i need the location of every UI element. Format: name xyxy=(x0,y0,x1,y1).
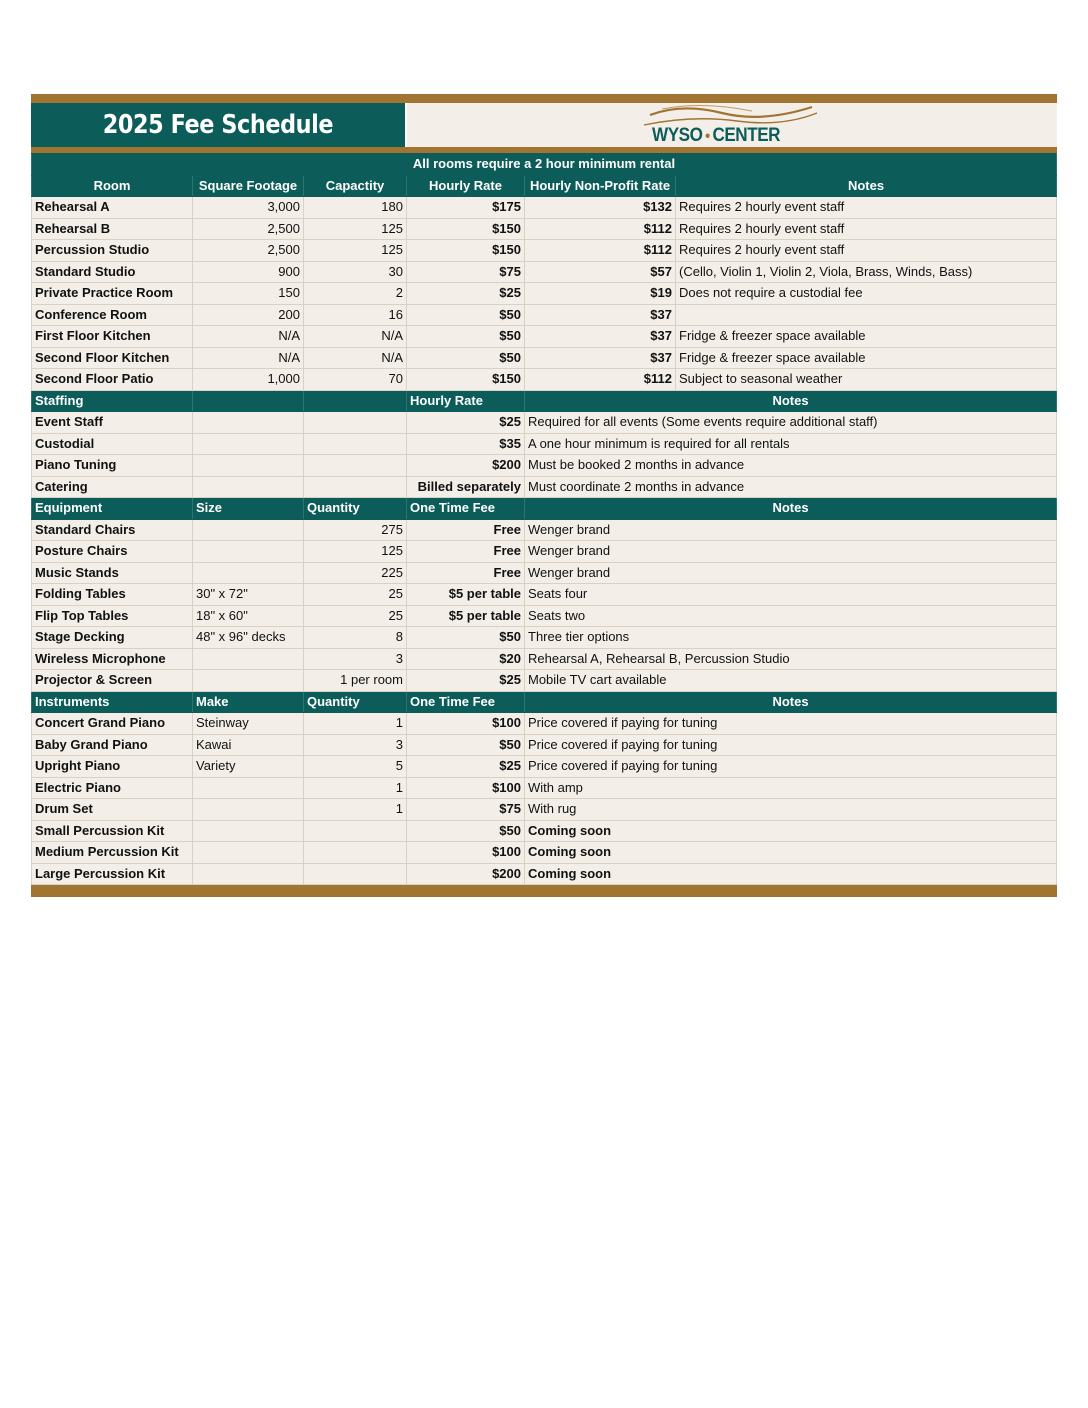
notes: Seats two xyxy=(525,605,1057,627)
column-header: Hourly Rate xyxy=(407,175,525,197)
non-profit-rate: $112 xyxy=(525,369,676,391)
table-row xyxy=(32,455,1057,477)
size xyxy=(193,541,304,563)
one-time-fee: $5 per table xyxy=(407,605,525,627)
notes: Fridge & freezer space available xyxy=(676,326,1057,348)
logo-box xyxy=(405,103,1057,147)
make: Variety xyxy=(193,756,304,778)
item-name: Drum Set xyxy=(32,799,193,821)
notes: Coming soon xyxy=(525,842,1057,864)
table-row xyxy=(32,842,1057,864)
notes: Wenger brand xyxy=(525,541,1057,563)
make: Kawai xyxy=(193,734,304,756)
quantity: 5 xyxy=(304,756,407,778)
column-header: Size xyxy=(193,498,304,520)
notes: Wenger brand xyxy=(525,562,1057,584)
square-footage: 1,000 xyxy=(193,369,304,391)
one-time-fee: $100 xyxy=(407,777,525,799)
table-row xyxy=(32,347,1057,369)
notes: Must coordinate 2 months in advance xyxy=(525,476,1057,498)
non-profit-rate: $57 xyxy=(525,261,676,283)
top-gold-bar xyxy=(31,94,1057,103)
logo-text xyxy=(652,125,780,147)
column-header: Room xyxy=(32,175,193,197)
capacity: N/A xyxy=(304,326,407,348)
table-row xyxy=(32,240,1057,262)
notes: Price covered if paying for tuning xyxy=(525,756,1057,778)
staff-name: Custodial xyxy=(32,433,193,455)
notes: Requires 2 hourly event staff xyxy=(676,240,1057,262)
room-name: Rehearsal A xyxy=(32,197,193,219)
table-row xyxy=(32,519,1057,541)
size xyxy=(193,562,304,584)
column-header: Hourly Rate xyxy=(407,390,525,412)
header xyxy=(31,103,1057,147)
quantity: 25 xyxy=(304,605,407,627)
room-name: Second Floor Kitchen xyxy=(32,347,193,369)
item-name: Concert Grand Piano xyxy=(32,713,193,735)
empty-cell xyxy=(193,455,304,477)
one-time-fee: $50 xyxy=(407,627,525,649)
capacity: 70 xyxy=(304,369,407,391)
notes: Requires 2 hourly event staff xyxy=(676,197,1057,219)
quantity: 1 xyxy=(304,799,407,821)
capacity: 30 xyxy=(304,261,407,283)
square-footage: 2,500 xyxy=(193,218,304,240)
notes xyxy=(676,304,1057,326)
item-name: Electric Piano xyxy=(32,777,193,799)
notes: Subject to seasonal weather xyxy=(676,369,1057,391)
table-row xyxy=(32,627,1057,649)
one-time-fee: Free xyxy=(407,519,525,541)
column-header xyxy=(304,390,407,412)
table-row xyxy=(32,756,1057,778)
item-name: Upright Piano xyxy=(32,756,193,778)
one-time-fee: $5 per table xyxy=(407,584,525,606)
fee-schedule-sheet xyxy=(31,94,1057,897)
size: 30" x 72" xyxy=(193,584,304,606)
notes: A one hour minimum is required for all rentals xyxy=(525,433,1057,455)
quantity: 125 xyxy=(304,541,407,563)
square-footage: 150 xyxy=(193,283,304,305)
table-row xyxy=(32,820,1057,842)
one-time-fee: $25 xyxy=(407,670,525,692)
page-title: 2025 Fee Schedule xyxy=(102,110,334,140)
empty-cell xyxy=(304,412,407,434)
table-row xyxy=(32,562,1057,584)
empty-cell xyxy=(304,433,407,455)
notes: Coming soon xyxy=(525,863,1057,885)
column-header: Hourly Non-Profit Rate xyxy=(525,175,676,197)
make xyxy=(193,820,304,842)
table-row xyxy=(32,304,1057,326)
column-header: Notes xyxy=(525,390,1057,412)
item-name: Posture Chairs xyxy=(32,541,193,563)
logo-text-right: CENTER xyxy=(712,125,781,146)
column-header xyxy=(193,390,304,412)
column-header: Notes xyxy=(676,175,1057,197)
hourly-rate: $50 xyxy=(407,347,525,369)
square-footage: N/A xyxy=(193,326,304,348)
one-time-fee: $20 xyxy=(407,648,525,670)
room-name: First Floor Kitchen xyxy=(32,326,193,348)
capacity: 125 xyxy=(304,240,407,262)
quantity: 25 xyxy=(304,584,407,606)
hourly-rate: $25 xyxy=(407,283,525,305)
table-row xyxy=(32,799,1057,821)
table-row xyxy=(32,433,1057,455)
minimum-rental-row xyxy=(32,154,1057,176)
notes: (Cello, Violin 1, Violin 2, Viola, Brass, Winds, Bass) xyxy=(676,261,1057,283)
equipment-header-row xyxy=(32,498,1057,520)
empty-cell xyxy=(304,476,407,498)
square-footage: 900 xyxy=(193,261,304,283)
quantity: 3 xyxy=(304,648,407,670)
capacity: N/A xyxy=(304,347,407,369)
column-header: Square Footage xyxy=(193,175,304,197)
hourly-rate: $75 xyxy=(407,261,525,283)
quantity: 1 xyxy=(304,713,407,735)
table-row xyxy=(32,584,1057,606)
section-header: Equipment xyxy=(32,498,193,520)
item-name: Large Percussion Kit xyxy=(32,863,193,885)
item-name: Medium Percussion Kit xyxy=(32,842,193,864)
table-row xyxy=(32,218,1057,240)
size: 48" x 96" decks xyxy=(193,627,304,649)
non-profit-rate: $112 xyxy=(525,218,676,240)
table-row xyxy=(32,541,1057,563)
make: Steinway xyxy=(193,713,304,735)
staff-name: Event Staff xyxy=(32,412,193,434)
room-name: Percussion Studio xyxy=(32,240,193,262)
column-header: One Time Fee xyxy=(407,691,525,713)
make xyxy=(193,842,304,864)
notes: Coming soon xyxy=(525,820,1057,842)
quantity xyxy=(304,863,407,885)
one-time-fee: $100 xyxy=(407,842,525,864)
column-header: Capactity xyxy=(304,175,407,197)
one-time-fee: $25 xyxy=(407,756,525,778)
room-name: Standard Studio xyxy=(32,261,193,283)
fee-table xyxy=(31,153,1057,885)
notes: Price covered if paying for tuning xyxy=(525,734,1057,756)
hourly-rate: $50 xyxy=(407,304,525,326)
quantity: 275 xyxy=(304,519,407,541)
capacity: 180 xyxy=(304,197,407,219)
table-row xyxy=(32,605,1057,627)
one-time-fee: $200 xyxy=(407,863,525,885)
hourly-rate: $25 xyxy=(407,412,525,434)
size xyxy=(193,648,304,670)
room-name: Conference Room xyxy=(32,304,193,326)
bottom-gold-bar xyxy=(31,885,1057,897)
hourly-rate: $175 xyxy=(407,197,525,219)
item-name: Standard Chairs xyxy=(32,519,193,541)
notes: Wenger brand xyxy=(525,519,1057,541)
table-row xyxy=(32,369,1057,391)
hourly-rate: $150 xyxy=(407,240,525,262)
quantity: 1 xyxy=(304,777,407,799)
logo-separator: • xyxy=(705,128,710,145)
non-profit-rate: $37 xyxy=(525,347,676,369)
column-header: Quantity xyxy=(304,498,407,520)
item-name: Stage Decking xyxy=(32,627,193,649)
table-row xyxy=(32,670,1057,692)
square-footage: N/A xyxy=(193,347,304,369)
table-row xyxy=(32,777,1057,799)
make xyxy=(193,863,304,885)
hourly-rate: $150 xyxy=(407,369,525,391)
instruments-header-row xyxy=(32,691,1057,713)
room-name: Rehearsal B xyxy=(32,218,193,240)
one-time-fee: $50 xyxy=(407,820,525,842)
one-time-fee: $50 xyxy=(407,734,525,756)
hourly-rate: $200 xyxy=(407,455,525,477)
minimum-rental-note: All rooms require a 2 hour minimum rental xyxy=(32,154,1057,176)
table-row xyxy=(32,261,1057,283)
table-row xyxy=(32,476,1057,498)
square-footage: 3,000 xyxy=(193,197,304,219)
empty-cell xyxy=(304,455,407,477)
capacity: 16 xyxy=(304,304,407,326)
notes: Rehearsal A, Rehearsal B, Percussion Studio xyxy=(525,648,1057,670)
capacity: 125 xyxy=(304,218,407,240)
notes: Required for all events (Some events require additional staff) xyxy=(525,412,1057,434)
item-name: Folding Tables xyxy=(32,584,193,606)
notes: Fridge & freezer space available xyxy=(676,347,1057,369)
empty-cell xyxy=(193,412,304,434)
staffing-header-row xyxy=(32,390,1057,412)
hourly-rate: $35 xyxy=(407,433,525,455)
hourly-rate: $150 xyxy=(407,218,525,240)
item-name: Small Percussion Kit xyxy=(32,820,193,842)
section-header: Staffing xyxy=(32,390,193,412)
size: 18" x 60" xyxy=(193,605,304,627)
table-row xyxy=(32,734,1057,756)
quantity: 225 xyxy=(304,562,407,584)
square-footage: 2,500 xyxy=(193,240,304,262)
column-header: Quantity xyxy=(304,691,407,713)
quantity: 1 per room xyxy=(304,670,407,692)
room-name: Second Floor Patio xyxy=(32,369,193,391)
notes: Three tier options xyxy=(525,627,1057,649)
table-row xyxy=(32,283,1057,305)
rooms-header-row xyxy=(32,175,1057,197)
item-name: Music Stands xyxy=(32,562,193,584)
hourly-rate: $50 xyxy=(407,326,525,348)
quantity: 3 xyxy=(304,734,407,756)
column-header: Notes xyxy=(525,691,1057,713)
one-time-fee: Free xyxy=(407,541,525,563)
staff-name: Piano Tuning xyxy=(32,455,193,477)
one-time-fee: $100 xyxy=(407,713,525,735)
size xyxy=(193,519,304,541)
table-row xyxy=(32,713,1057,735)
non-profit-rate: $37 xyxy=(525,304,676,326)
notes: Mobile TV cart available xyxy=(525,670,1057,692)
non-profit-rate: $37 xyxy=(525,326,676,348)
item-name: Wireless Microphone xyxy=(32,648,193,670)
staff-name: Catering xyxy=(32,476,193,498)
one-time-fee: Free xyxy=(407,562,525,584)
quantity: 8 xyxy=(304,627,407,649)
capacity: 2 xyxy=(304,283,407,305)
table-row xyxy=(32,863,1057,885)
quantity xyxy=(304,820,407,842)
table-row xyxy=(32,412,1057,434)
table-row xyxy=(32,326,1057,348)
make xyxy=(193,777,304,799)
item-name: Projector & Screen xyxy=(32,670,193,692)
hourly-rate: Billed separately xyxy=(407,476,525,498)
item-name: Flip Top Tables xyxy=(32,605,193,627)
column-header: Notes xyxy=(525,498,1057,520)
table-row xyxy=(32,197,1057,219)
square-footage: 200 xyxy=(193,304,304,326)
quantity xyxy=(304,842,407,864)
empty-cell xyxy=(193,433,304,455)
notes: Does not require a custodial fee xyxy=(676,283,1057,305)
title-box xyxy=(31,103,405,147)
logo-text-left: WYSO xyxy=(652,125,703,146)
size xyxy=(193,670,304,692)
non-profit-rate: $132 xyxy=(525,197,676,219)
notes: Price covered if paying for tuning xyxy=(525,713,1057,735)
room-name: Private Practice Room xyxy=(32,283,193,305)
item-name: Baby Grand Piano xyxy=(32,734,193,756)
make xyxy=(193,799,304,821)
wyso-center-logo xyxy=(642,103,822,147)
notes: Must be booked 2 months in advance xyxy=(525,455,1057,477)
empty-cell xyxy=(193,476,304,498)
notes: Requires 2 hourly event staff xyxy=(676,218,1057,240)
table-row xyxy=(32,648,1057,670)
notes: With rug xyxy=(525,799,1057,821)
column-header: Make xyxy=(193,691,304,713)
notes: With amp xyxy=(525,777,1057,799)
section-header: Instruments xyxy=(32,691,193,713)
one-time-fee: $75 xyxy=(407,799,525,821)
non-profit-rate: $112 xyxy=(525,240,676,262)
notes: Seats four xyxy=(525,584,1057,606)
non-profit-rate: $19 xyxy=(525,283,676,305)
column-header: One Time Fee xyxy=(407,498,525,520)
